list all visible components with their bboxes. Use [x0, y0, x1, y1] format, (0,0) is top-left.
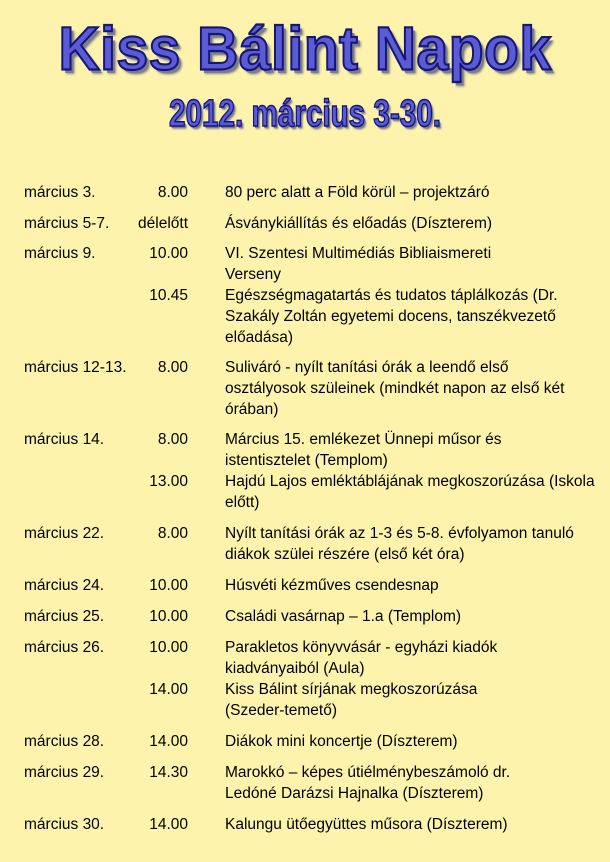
event-date: március 29.	[24, 764, 105, 781]
event-time: 10.00	[149, 608, 188, 625]
event-description: VI. Szentesi Multimédiás Bibliaismereti Verseny	[225, 245, 492, 283]
event-date: március 12-13.	[24, 359, 127, 376]
event-description: Március 15. emlékezet Ünnepi műsor és istentisztelet (Templom)	[225, 431, 502, 469]
event-date: március 9.	[24, 245, 96, 262]
event-date: március 3.	[24, 184, 96, 201]
event-description: Kalungu ütőegyüttes műsora (Díszterem)	[225, 816, 508, 833]
event-description: Parakletos könyvvásár - egyházi kiadók kiadványaiból (Aula)	[225, 639, 498, 677]
event-date: március 5-7.	[24, 215, 110, 232]
event-description: Hajdú Lajos emléktáblájának megkoszorúzása (Iskola előtt)	[225, 473, 595, 511]
event-time: 14.00	[149, 733, 188, 750]
event-date: március 22.	[24, 525, 105, 542]
page-subtitle: 2012. március 3-30.	[169, 93, 441, 135]
event-time: 14.30	[149, 764, 188, 781]
page-title: Kiss Bálint Napok	[58, 14, 552, 84]
event-time: délelőtt	[138, 215, 188, 232]
event-description: 80 perc alatt a Föld körül – projektzáró	[225, 184, 490, 201]
event-time: 8.00	[157, 359, 188, 376]
event-date: március 30.	[24, 816, 105, 833]
event-description: Diákok mini koncertje (Díszterem)	[225, 733, 458, 750]
event-date: március 24.	[24, 577, 105, 594]
event-description: Suliváró - nyílt tanítási órák a leendő első osztályosok szüleinek (mindkét napon az első két órában)	[225, 359, 565, 418]
event-time: 10.00	[149, 245, 188, 262]
event-time: 8.00	[157, 431, 188, 448]
event-time: 10.45	[149, 287, 188, 304]
event-time: 8.00	[157, 184, 188, 201]
event-description: Nyílt tanítási órák az 1-3 és 5-8. évfolyamon tanuló diákok szülei részére (első két óra)	[225, 525, 574, 563]
event-description: Ásványkiállítás és előadás (Díszterem)	[225, 215, 493, 232]
event-time: 10.00	[149, 639, 188, 656]
event-date: március 14.	[24, 431, 105, 448]
event-time: 14.00	[149, 816, 188, 833]
event-description: Húsvéti kézműves csendesnap	[225, 577, 439, 594]
event-description: Marokkó – képes útiélménybeszámoló dr. Ledóné Darázsi Hajnalka (Díszterem)	[225, 764, 511, 802]
event-time: 8.00	[157, 525, 188, 542]
event-date: március 25.	[24, 608, 105, 625]
event-time: 13.00	[149, 473, 188, 490]
event-description: Családi vasárnap – 1.a (Templom)	[225, 608, 462, 625]
event-description: Kiss Bálint sírjának megkoszorúzása (Szeder-temető)	[225, 681, 478, 719]
event-time: 10.00	[149, 577, 188, 594]
event-date: március 28.	[24, 733, 105, 750]
event-time: 14.00	[149, 681, 188, 698]
event-description: Egészségmagatartás és tudatos táplálkozás (Dr. Szakály Zoltán egyetemi docens, tanszékvezető előadása)	[225, 287, 558, 346]
event-date: március 26.	[24, 639, 105, 656]
